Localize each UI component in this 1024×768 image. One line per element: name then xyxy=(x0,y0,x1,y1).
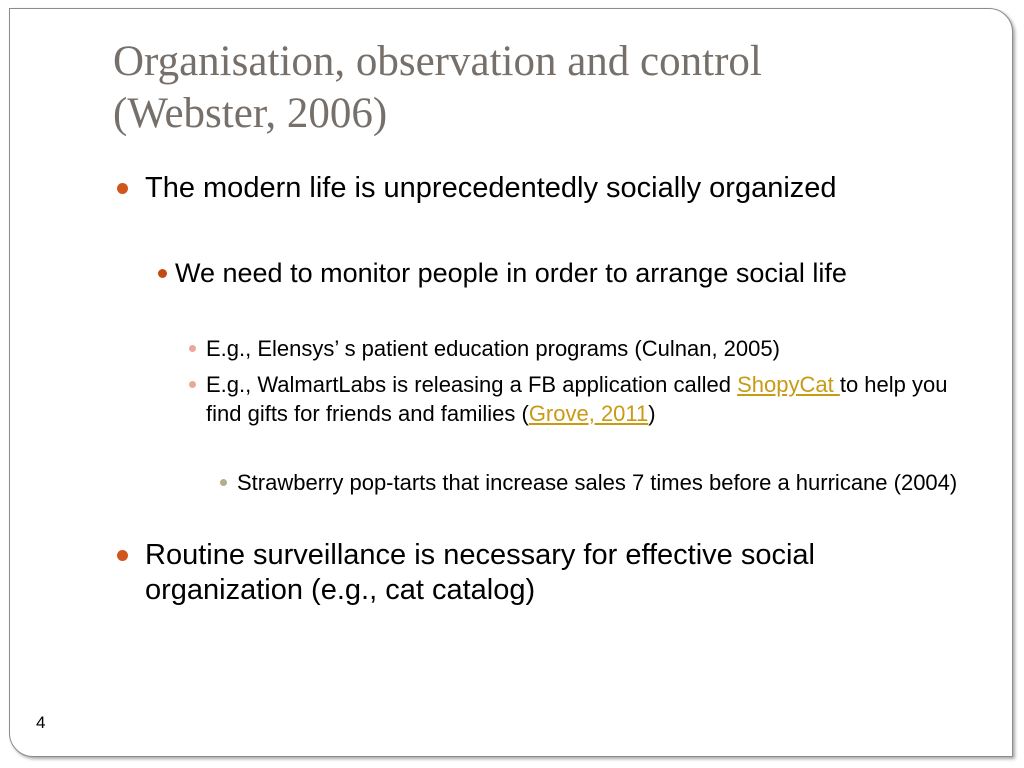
sub-sub-bullet-item xyxy=(206,334,966,363)
page-number: 4 xyxy=(36,713,46,732)
bullet-item xyxy=(145,171,935,206)
bullet-text: E.g., Elensys’ s patient education programs (Culnan, 2005) xyxy=(206,336,780,361)
sub-sub-bullet-item xyxy=(206,370,966,428)
bullet-text: We need to monitor people in order to arrange social life xyxy=(175,258,847,288)
grove-2011-link[interactable]: Grove, 2011 xyxy=(528,401,649,426)
bullet-text: Routine surveillance is necessary for effective social organization (e.g., cat catalog) xyxy=(145,539,816,606)
bullet-dot-icon xyxy=(189,381,196,388)
bullet-text: E.g., WalmartLabs is releasing a FB application called xyxy=(206,372,738,397)
bullet-text: Strawberry pop-tarts that increase sales 7 times before a hurricane (2004) xyxy=(237,470,958,495)
bullet-dot-icon xyxy=(220,479,227,486)
bullet-text: to help you find gifts for friends and families ( xyxy=(206,372,948,426)
bullet-dot-icon xyxy=(189,345,196,352)
sub-bullet-item xyxy=(175,257,935,290)
title-line-1: Organisation, observation and control xyxy=(113,38,762,85)
shopycat-link[interactable]: ShopyCat xyxy=(737,372,840,397)
bullet-text: The modern life is unprecedentedly socially organized xyxy=(145,172,837,204)
bullet-dot-icon xyxy=(117,550,128,561)
title-line-2: (Webster, 2006) xyxy=(113,90,388,137)
level4-bullet-item xyxy=(237,468,967,497)
bullet-dot-icon xyxy=(158,269,167,278)
bullet-text: ) xyxy=(648,401,656,426)
bullet-dot-icon xyxy=(117,183,128,194)
bullet-item xyxy=(145,538,935,608)
